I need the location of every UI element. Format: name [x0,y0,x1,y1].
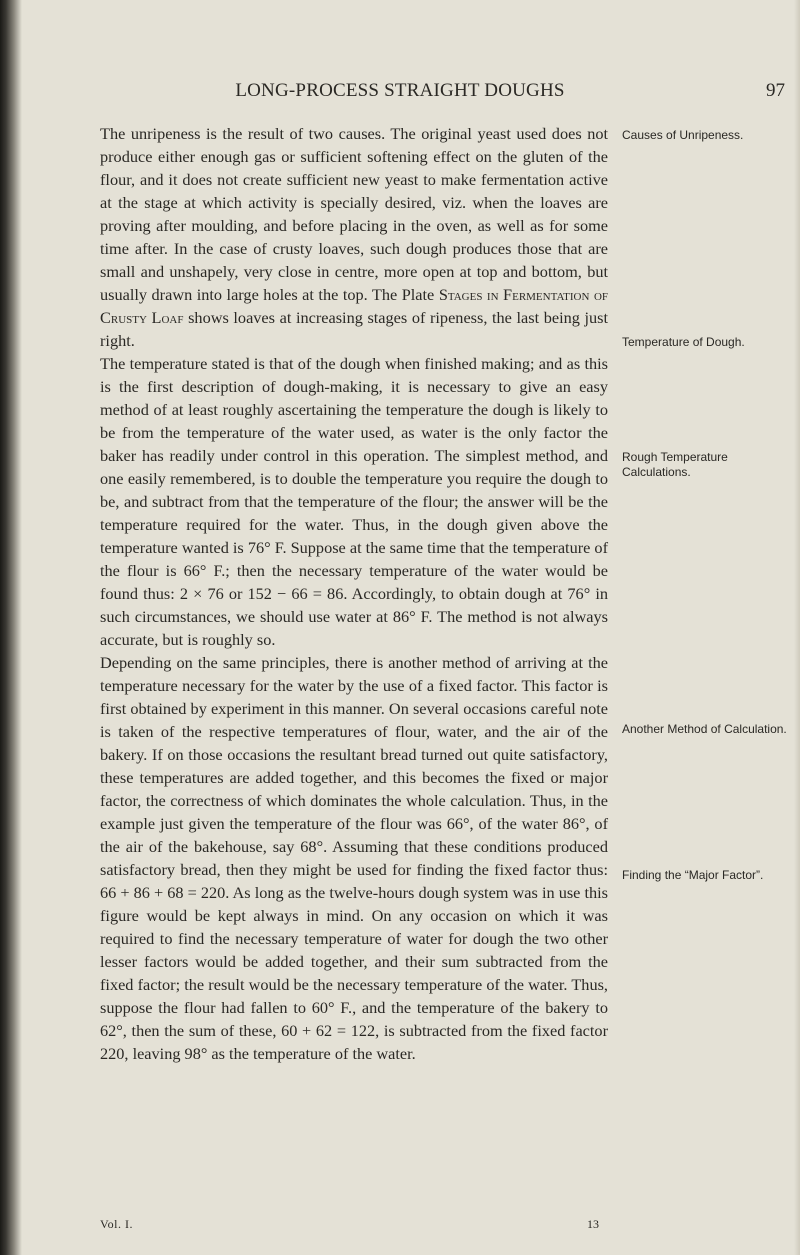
margin-note-major-factor: Finding the “Major Factor”. [622,868,764,882]
margin-note-another-method: Another Method of Calculation. [622,722,787,736]
volume-mark: Vol. I. [100,1217,133,1231]
margin-note-rough-calc: Rough Temperature Calculations. [622,450,728,479]
paragraph-temperature: The temperature stated is that of the dough when finished making; and as this is the first description of dough-making, it is necessary to give an easy method of at least roughly ascertaining the temperature the dough is likely to be from the temperature of the water used, as water is the only factor the baker has readily under control in this operation. The simplest method, and one easily remembered, is to double the temperature you require the dough to be, and subtract from that the temperature of the flour; the answer will be the temperature required for the water. Thus, in the dough given above the temperature wanted is 76° F. Suppose at the same time that the temperature of the flour is 66° F.; then the necessary temperature of the water would be found thus: 2 × 76 or 152 − 66 = 86. Accordingly, to obtain dough at 76° in such circumstances, we should use water at 86° F. The method is not always accurate, but is roughly so. [100,354,608,649]
plate-reference: Stages in Fermentation of Crusty Loaf [100,285,608,327]
margin-note-temperature: Temperature of Dough. [622,335,745,349]
page-edge [794,0,800,1255]
running-header: LONG-PROCESS STRAIGHT DOUGHS [235,80,565,101]
margin-note-causes: Causes of Unripeness. [622,128,744,142]
body-text [100,122,608,1065]
book-spine-shadow [0,0,22,1255]
paragraph-fixed-factor: Depending on the same principles, there is another method of arriving at the temperature necessary for the water by the use of a fixed factor. This factor is first obtained by experiment in this manner. On several occasions careful note is taken of the respective temperatures of flour, water, and the air of the bakery. If on those occasions the resultant bread turned out quite satisfactory, these temperatures are added together, and this becomes the fixed or major factor, the correctness of which dominates the whole calculation. Thus, in the example just given the temperature of the flour was 66°, of the water 86°, of the air of the bakehouse, say 68°. Assuming that these conditions produced satisfactory bread, then they might be used for finding the fixed factor thus: 66 + 86 + 68 = 220. As long as the twelve-hours dough system was in use this figure would be kept always in mind. On any occasion on which it was required to find the necessary temperature of water for dough the two other lesser factors would be added together, and their sum subtracted from the fixed factor; the result would be the necessary temperature of the water. Thus, suppose the flour had fallen to 60° F., and the temperature of the bakery to 62°, then the sum of these, 60 + 62 = 122, is subtracted from the fixed factor 220, leaving 98° as the temperature of the water. [100,653,608,1063]
signature-mark: 13 [587,1217,599,1231]
page-number: 97 [766,80,785,101]
paragraph-unripeness: The unripeness is the result of two causes. The original yeast used does not produce either enough gas or sufficient softening effect on the gluten of the flour, and it does not create sufficient new yeast to make fermentation active at the stage at which activity is specially desired, viz. when the loaves are proving after moulding, and before placing in the oven, as well as for some time after. In the case of crusty loaves, such dough produces those that are small and unshapely, very close in centre, more open at top and bottom, but usually drawn into large holes at the top. The Plate Stages in Fermentation of Crusty Loaf shows loaves at increasing stages of ripeness, the last being just right. [100,124,608,350]
